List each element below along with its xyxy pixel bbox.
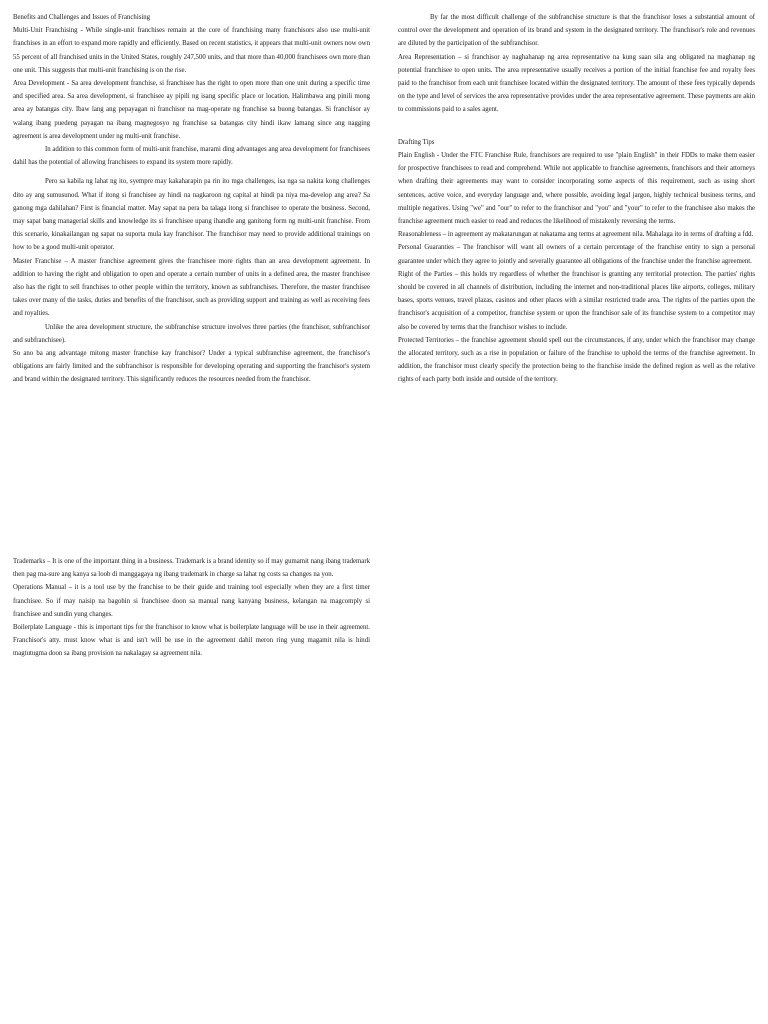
reasonableness-paragraph: Reasonableness – in agreement ay makatarungan at nakatama ang terms at agreement nila. Mahalaga ito in terms of drafting a fdd. xyxy=(398,231,754,239)
area-development-paragraph-2: In addition to this common form of multi-unit franchise, marami ding advantages ang area development for franchisees dahil has the potential of allowing franchisees to expand its system more rapidly. xyxy=(13,146,370,167)
area-development-paragraph: Area Development - Sa area development franchise, si franchisee has the right to open more than one unit during a specific time and specified area. Sa area development, si franchisee ay pipili ng isang specific place or location. Halimbawa ang pinili mong area ay batangas city. Ibaw lang ang pepayagan ni franchisor na mag-operate ng franchise sa buong batangas. Si franchisor ay walang ibang puedeng payagan na ibang magnegosyo ng franchise sa batangas city hindi ikaw lamang since ang nagging agreement is area development under ng multi-unit franchise. xyxy=(13,80,370,140)
drafting-tips-heading: Drafting Tips xyxy=(398,138,435,146)
subfranchise-challenge-paragraph: By far the most difficult challenge of the subfranchise structure is that the franchisor loses a substantial amount of control over the development and operation of its brand and system in the designated territory. The franchisor's role and revenues are diluted by the participation of the subfranchisor. xyxy=(398,14,755,48)
area-representation-paragraph: Area Representation – si franchisor ay naghahanap ng area representative na kung saan sila ang obligated na maghanap ng potential franchisee to open units. The area representative usually receives a portion of the initial franchise fee and royalty fees paid to the franchisor from each unit franchisee located within the designated territory. The amount of these fees typically depends on the type and level of services the area representative provides under the area representative agreement. These payments are akin to commissions paid to a sales agent. xyxy=(398,53,755,114)
master-franchise-paragraph-3: So ano ba ang advantage mitong master franchise kay franchisor? Under a typical subfranchise agreement, the franchisor's obligations are fairly limited and the subfranchisor is responsible for developing operating and supporting the franchisor's system and brand within the designated territory. This significantly reduces the resources needed from the franchisor. xyxy=(13,350,370,384)
personal-guaranties-paragraph: Personal Guaranties – The franchisor will want all owners of a certain percentage of the franchise entity to sign a personal guarantee under which they agree to jointly and severally guarantee all obligations of the franchise under the franchise agreement. xyxy=(398,244,755,265)
section-heading: Benefits and Challenges and Issues of Franchising xyxy=(13,14,151,21)
area-development-paragraph-3: Pero sa kabila ng lahat ng ito, syempre may kakaharapin pa rin ito mga challenges, isa nga sa nakita kong challenges dito ay ang sumusunod. What if itong si franchisee ay hindi na nagkaroon ng capital at hindi pa niya ma-develop ang area? Sa ganong mga dahilahan? First is financial matter. May sapat na pera ba talaga itong si franchisee to operate the business. Second, may sapat bang managerial skills and knowledge its si franchisee upang ihandle ang ganitong form ng multi-unit franchise. From this scenario, kinakailangan ng sapat na suporta mula kay franchisor. The franchisor may need to provide additional trainings on how to be a good multi-unit operator. xyxy=(13,178,370,252)
multi-unit-paragraph: Multi-Unit Franchising - While single-unit franchises remain at the core of franchising many franchisors also use multi-unit franchises in an effort to expand more rapidly and efficiently. Based on recent statistics, it appears that multi-unit owners now own 55 percent of all franchised units in the United States, roughly 247,500 units, and that more than 40,000 franchisees own more than one unit. This suggests that multi-unit franchising is on the rise. xyxy=(13,27,370,74)
protected-territories-paragraph: Protected Territories – the franchise agreement should spell out the circumstances, if any, under which the franchisor may change the allocated territory, such as a rise in population or failure of the franchise to uphold the terms of the franchise agreement. In addition, the franchisor must clearly specify the protection being to the franchise inside the defined region as well as the relative rights of each party both inside and outside of the territory. xyxy=(398,336,755,384)
left-bottom-column xyxy=(13,555,370,661)
boilerplate-paragraph: Boilerplate Language - this is important tips for the franchisor to know what is boilerplate language will be use in their agreement. Franchisor's atty. must know what is and isn't will be use in the agreement dahil meron ring yung magamit nila is hindi magtutugma doon sa ibang provision na nakalagay sa agreement nila. xyxy=(13,624,370,658)
master-franchise-paragraph-2: Unlike the area development structure, the subfranchise structure involves three parties (the franchisor, subfranchisor and subfranchisee). xyxy=(13,323,370,344)
right-column xyxy=(398,11,755,387)
operations-manual-paragraph: Operations Manual – it is a tool use by the franchise to be their guide and training tool especially when they are a first timer franchisee. So if may naisip na bagohin si franchisee doon sa manual nang kanyang business, kelangan na magcomply si franchisee and sundin yung changes. xyxy=(13,584,370,618)
right-of-parties-paragraph: Right of the Parties – this holds try regardless of whether the franchisor is granting any territorial protection. The parties' rights should be covered in all channels of distribution, including the internet and non-traditional places like airports, colleges, military bases, sports venues, travel plazas, casinos and other places with a similar restricted trade area. The rights of the parties upon the franchisor's acquisition of a competitor, franchise system or upon the franchisor sale of its franchise system to a competitor may also be covered by terms that the franchisor wishes to include. xyxy=(398,270,755,331)
trademarks-paragraph: Trademarks – It is one of the important thing in a business. Trademark is a brand identity so if may gumamit nang ibang trademark then pag ma-sure ang kanya sa loob di manggagaya ng ibang trademark in charge sa lahat ng costs sa changes na yon. xyxy=(13,558,370,579)
master-franchise-paragraph: Master Franchise – A master franchise agreement gives the franchisee more rights than an area development agreement. In addition to having the right and obligation to open and operate a certain number of units in a defined area, the master franchisee also has the right to sell franchises to other people within the territory, known as subfranchises. Therefore, the master franchisee takes over many of the tasks, duties and benefits of the franchisor, such as providing support and training as well as receiving fees and royalties. xyxy=(13,257,370,318)
plain-english-paragraph: Plain English - Under the FTC Franchise Rule, franchisors are required to use "plain English" in their FDDs to make them easier for prospective franchisees to read and comprehend. While not applicable to franchise agreements, franchisors and their attorneys when drafting their agreements may want to consider incorporating some aspects of this requirement, such as using short sentences, active voice, and everyday language and, where possible, avoiding legal jargon, highly technical business terms, and multiple negatives. Using "we" and "our" to refer to the franchisor and "you" and "your" to refer to the franchisee also makes the franchise agreement much easier to read and reduces the likelihood of mistakenly reversing the terms. xyxy=(398,152,755,226)
left-column xyxy=(13,11,370,387)
